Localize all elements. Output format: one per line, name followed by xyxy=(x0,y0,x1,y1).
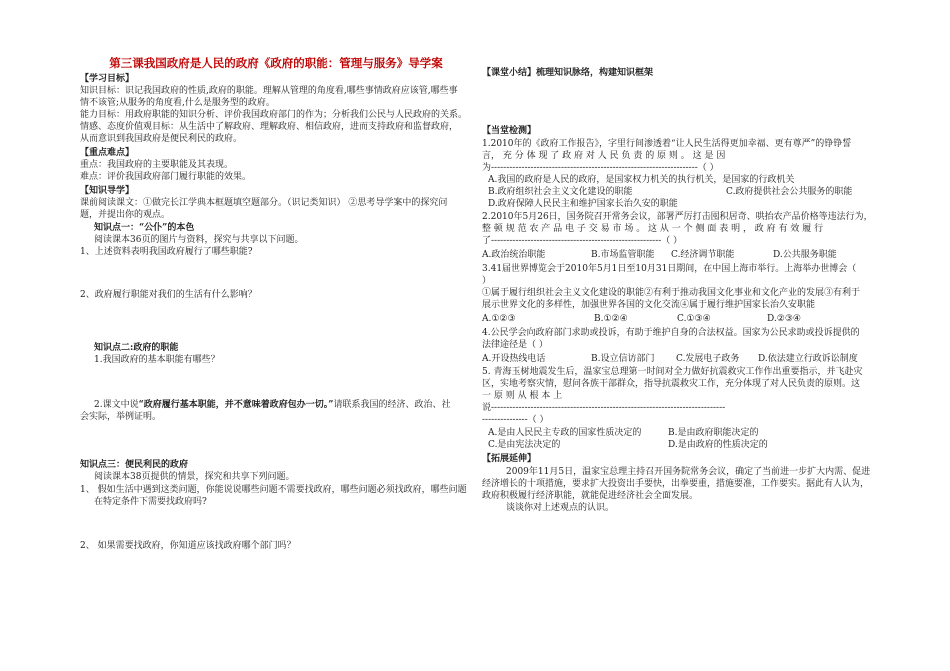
q5-line-5: ---------------（ ） xyxy=(482,415,549,425)
kp2-question-1: 1.我国政府的基本职能有哪些？ xyxy=(94,355,220,365)
q2-option-b: B.市场监管职能 xyxy=(591,250,655,260)
q4-option-b: B.设立信访部门 xyxy=(591,354,655,364)
kp3-question-1-line-2: 在特定条件下需要找政府吗? xyxy=(94,497,207,507)
difficult-point: 难点：评价我国政府部门履行职能的效果。 xyxy=(80,172,252,182)
kp1-question-2: 2、政府履行职能对我们的生活有什么影响？ xyxy=(80,290,257,300)
guide-line-1: 课前阅读课文：①做完长江学典本框题填空题部分。（识记类知识） ②思考导学案中的探究问 xyxy=(80,198,448,208)
page-title: 第三课我国政府是人民的政府《政府的职能：管理与服务》导学案 xyxy=(109,56,443,70)
q2-line-2: 整 顿 规 范 农 产 品 电 子 交 易 市 场 。 这 从 一 个 侧 面 表 明 ， 政 府 有 效 履 行 xyxy=(482,224,824,234)
extension-line-4: 谈谈你对上述观点的认识。 xyxy=(506,503,615,513)
guide-line-2: 题，并提出你的观点。 xyxy=(80,210,171,220)
kp2-question-2-line-1 xyxy=(94,400,450,411)
kp3-question-2: 2、 如果需要找政府，你知道应该找政府哪个部门吗？ xyxy=(80,541,296,551)
q5-line-1: 5. 青海玉树地震发生后，温家宝总理第一时间对全力做好抗震救灾工作作出重要指示，并飞赴灾 xyxy=(482,367,863,377)
q5-line-2: 区，实地考察灾情，慰问各族干部群众，指导抗震救灾工作，充分体现了对人民负责的原则。这 xyxy=(482,379,861,389)
q1-option-c: C.政府提供社会公共服务的职能 xyxy=(726,187,853,197)
q1-option-d: D.政府保障人民民主和维护国家长治久安的职能 xyxy=(488,199,678,209)
q3-line-4: 展示世界文化的多样性，加强世界各国的文化交流④属于履行维护国家长治久安职能 xyxy=(482,300,816,310)
q3-line-3: ①属于履行组织社会主义文化建设的职能②有利于推动我国文化事业和文化产业的发展③有利于 xyxy=(482,288,861,298)
q5-line-4: 说----------------------------------------------------------------------------- xyxy=(482,403,726,413)
q3-line-1: 3.41届世界博览会于2010年5月1日至10月31日期间，在中国上海市举行。上海举办世博会（ xyxy=(482,264,857,274)
extension-line-1: 2009年11月5日，温家宝总理主持召开国务院常务会议，确定了当前进一步扩大内需、促进 xyxy=(506,467,871,477)
goal-ability: 能力目标：用政府职能的知识分析、评价我国政府部门的作为；分析我们公民与人民政府的关系。 xyxy=(80,110,468,120)
summary-heading: 【课堂小结】 xyxy=(482,68,537,78)
goals-heading: 【学习目标】 xyxy=(80,74,135,84)
test-heading: 【当堂检测】 xyxy=(482,126,537,136)
keypoints-heading: 【重点难点】 xyxy=(80,148,135,158)
q4-option-d: D.依法建立行政诉讼制度 xyxy=(758,354,858,364)
guide-heading: 【知识导学】 xyxy=(80,186,135,196)
q2-option-c: C.经济调节职能 xyxy=(671,250,735,260)
q2-line-3: 了--------------------------------------------------------（ ） xyxy=(482,236,683,246)
kp3-question-1-line-1: 1、 假如生活中遇到这类问题，你能说说哪些问题不需要找政府，哪些问题必须找政府，哪些问题 xyxy=(80,485,467,495)
q1-option-b: B.政府组织社会主义文化建设的职能 xyxy=(488,187,633,197)
extension-heading: 【拓展延伸】 xyxy=(482,454,537,464)
goal-knowledge-line-2: 情不该管;从服务的角度看,什么是服务型的政府。 xyxy=(80,98,275,108)
q5-option-c: C.是由宪法决定的 xyxy=(488,440,561,450)
q1-line-3: 为--------------------------------------------------------------------（ ） xyxy=(482,163,719,173)
kp1-heading: 知识点一：“公仆”的本色 xyxy=(94,223,195,233)
summary-text: 梳理知识脉络，构建知识框架 xyxy=(536,68,654,78)
kp2-question-2-pre: 课文中说 xyxy=(102,400,139,410)
q5-line-3: 一 原 则 从 根 本 上 xyxy=(482,391,563,401)
q3-option-a: A.①②③ xyxy=(482,314,516,324)
key-point: 重点：我国政府的主要职能及其表现。 xyxy=(80,160,234,170)
kp1-question-1: 1、上述资料表明我国政府履行了哪些职能? xyxy=(80,247,253,257)
q1-option-a: A.我国的政府是人民的政府，是国家权力机关的执行机关，是国家的行政机关 xyxy=(488,175,795,185)
summary-line xyxy=(482,68,653,79)
q2-option-a: A.政治统治职能 xyxy=(482,250,546,260)
q3-option-c: C.①③④ xyxy=(677,314,711,324)
q4-option-a: A.开设热线电话 xyxy=(482,354,546,364)
q5-option-a: A.是由人民民主专政的国家性质决定的 xyxy=(488,428,642,438)
kp2-question-2-number: 2. xyxy=(94,400,103,410)
q5-option-b: B.是由政府职能决定的 xyxy=(668,428,759,438)
goal-emotion-line-2: 从而意识到我国政府是便民利民的政府。 xyxy=(80,134,243,144)
q2-option-d: D.公共服务职能 xyxy=(773,250,837,260)
goal-emotion-line-1: 情感、态度价值观目标：从生活中了解政府、理解政府、相信政府，进而支持政府和监督政府， xyxy=(80,122,459,132)
q4-line-2: 法律途径是（ ） xyxy=(482,340,548,350)
q1-line-2: 言， 充 分 体 现 了 政 府 对 人 民 负 责 的 原 则 。 这 是 因 xyxy=(482,151,726,161)
kp2-heading: 知识点二:政府的职能 xyxy=(94,343,179,353)
kp3-intro: 阅读课本38页提供的情景，探究和共享下列问题。 xyxy=(94,472,295,482)
q2-line-1: 2.2010年5月26日，国务院召开常务会议，部署严厉打击囤积居奇、哄抬农产品价格等违法行为， xyxy=(482,212,873,222)
q4-option-c: C.发展电子政务 xyxy=(676,354,740,364)
q3-line-2: ） xyxy=(482,276,492,286)
q4-line-1: 4.公民学会向政府部门求助或投诉，有助于维护自身的合法权益。国家为公民求助或投诉提供的 xyxy=(482,328,860,338)
q3-option-b: B.①②④ xyxy=(594,314,628,324)
q1-line-1: 1.2010年的《政府工作报告》，字里行间渗透着“让人民生活得更加幸福、更有尊严”的铮铮誓 xyxy=(482,139,852,149)
kp2-question-2-post: 请联系我国的经济、政治、社 xyxy=(333,400,451,410)
kp1-intro: 阅读课本36页的图片与资料，探究与共享以下问题。 xyxy=(94,235,304,245)
kp2-question-2-line-2: 会实际，举例证明。 xyxy=(80,412,162,422)
goal-knowledge-line-1: 知识目标：识记我国政府的性质,政府的职能。理解从管理的角度看,哪些事情政府应该管,哪些事 xyxy=(80,86,458,96)
extension-line-3: 政府积极履行经济职能，就能促进经济社会全面发展。 xyxy=(482,491,699,501)
kp2-question-2-quote: “政府履行基本职能，并不意味着政府包办一切。” xyxy=(138,400,334,410)
q5-option-d: D.是由政府的性质决定的 xyxy=(668,440,768,450)
q3-option-d: D.②③④ xyxy=(767,314,801,324)
extension-line-2: 经济增长的十项措施，要求扩大投资出手要快，出拳要重，措施要准，工作要实。据此有人认为， xyxy=(482,479,870,489)
kp3-heading: 知识点三：便民利民的政府 xyxy=(80,460,189,470)
